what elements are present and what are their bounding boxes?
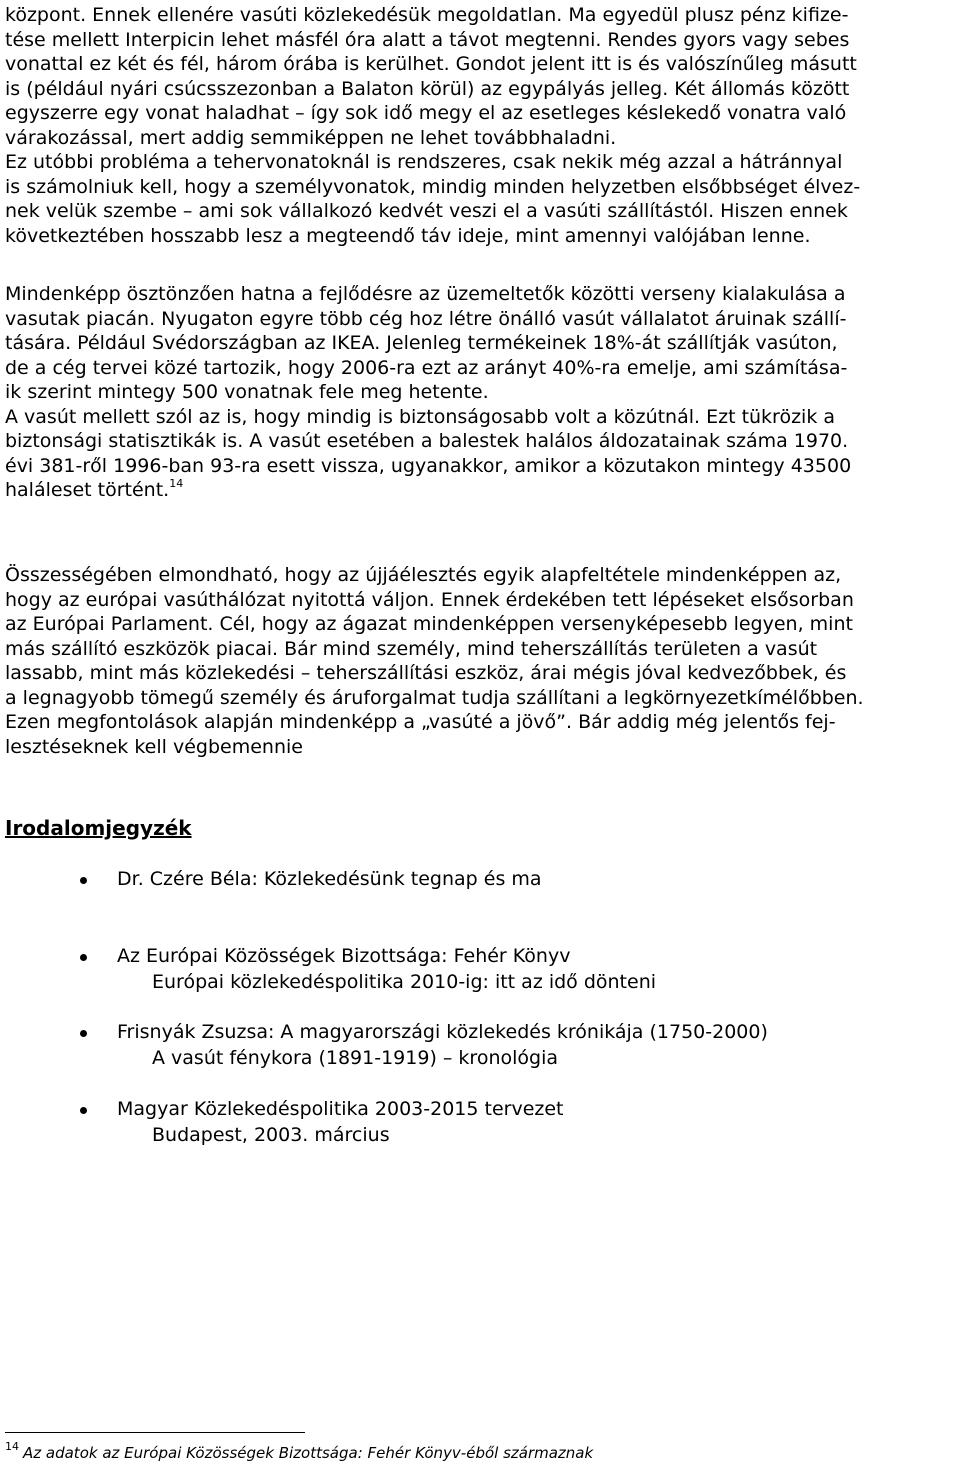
text-line: is (például nyári csúcsszezonban a Balaton körül) az egypályás jelleg. Két állomás között xyxy=(5,77,850,100)
bullet-icon xyxy=(80,954,87,961)
text-line: nek velük szembe – ami sok vállalkozó kedvét veszi el a vasúti szállítástól. Hiszen ennek xyxy=(5,200,848,222)
paragraph-2 xyxy=(5,282,955,506)
footnote-text: Az adatok az Európai Közösségek Bizottsága: Fehér Könyv-éből származnak xyxy=(23,1444,594,1462)
bullet-icon xyxy=(80,877,87,884)
text-line: Összességében elmondható, hogy az újjáélesztés egyik alapfeltétele mindenképpen az, xyxy=(5,564,842,586)
bullet-icon xyxy=(80,1030,87,1037)
bibliography-item-title: Dr. Czére Béla: Közlekedésünk tegnap és ma xyxy=(117,868,542,890)
text-line-content: haláleset történt. xyxy=(5,479,170,501)
text-line: hogy az európai vasúthálózat nyitottá váljon. Ennek érdekében tett lépéseket elsősorban xyxy=(5,588,854,611)
bibliography-item-subtitle: Európai közlekedéspolitika 2010-ig: itt az idő dönteni xyxy=(152,970,657,993)
bibliography-heading: Irodalomjegyzék xyxy=(5,816,192,840)
text-line: tására. Például Svédországban az IKEA. Jelenleg termékeinek 18%-át szállítják vasúton, xyxy=(5,332,838,354)
text-line: következtében hosszabb lesz a megteendő táv ideje, mint amennyi valójában lenne. xyxy=(5,224,811,247)
text-line: Ezen megfontolások alapján mindenképp a „vasúté a jövő”. Bár addig még jelentős fej- xyxy=(5,711,836,733)
footnote-number: 14 xyxy=(5,1440,19,1453)
bullet-icon xyxy=(80,1107,87,1114)
paragraph-3 xyxy=(5,563,955,759)
text-line: más szállító eszközök piacai. Bár mind személy, mind teherszállítás területen a vasút xyxy=(5,637,818,660)
text-line: A vasút mellett szól az is, hogy mindig is biztonságosabb volt a közútnál. Ezt tükrözik a xyxy=(5,405,836,428)
text-line: is számolniuk kell, hogy a személyvonatok, mindig minden helyzetben elsőbbséget élvez- xyxy=(5,175,861,198)
bibliography-item-title: Frisnyák Zsuzsa: A magyarországi közlekedés krónikája (1750-2000) xyxy=(117,1021,768,1043)
text-line xyxy=(5,478,955,506)
text-line: Ez utóbbi probléma a tehervonatoknál is rendszeres, csak nekik még azzal a hátránnyal xyxy=(5,151,843,173)
text-line: évi 381-ről 1996-ban 93-ra esett vissza, ugyanakkor, amikor a közutakon mintegy 43500 xyxy=(5,454,852,477)
text-line: az Európai Parlament. Cél, hogy az ágazat mindenképpen versenyképesebb legyen, mint xyxy=(5,613,853,635)
text-line: ik szerint mintegy 500 vonatnak fele meg hetente. xyxy=(5,381,489,403)
footnote-reference[interactable]: 14 xyxy=(169,477,184,490)
footnote xyxy=(5,1440,594,1462)
text-line: tése mellett Interpicin lehet másfél óra alatt a távot megtenni. Rendes gyors vagy sebes xyxy=(5,28,850,51)
bibliography-item-title: Az Európai Közösségek Bizottsága: Fehér Könyv xyxy=(117,945,571,967)
text-line: Mindenképp ösztönzően hatna a fejlődésre az üzemeltetők közötti verseny kialakulása a xyxy=(5,283,846,305)
text-line: biztonsági statisztikák is. A vasút esetében a balestek halálos áldozatainak száma 1970. xyxy=(5,430,849,452)
text-line: lassabb, mint más közlekedési – teherszállítási eszköz, árai mégis jóval kedvezőbbek, és xyxy=(5,662,847,684)
text-line: várakozással, mert addig semmiképpen ne lehet továbbhaladni. xyxy=(5,126,617,149)
text-line: lesztéseknek kell végbemennie xyxy=(5,735,303,758)
footnote-divider xyxy=(5,1432,305,1433)
text-line: egyszerre egy vonat haladhat – így sok idő megy el az esetleges késlekedő vonatra való xyxy=(5,102,847,124)
bibliography-item-subtitle: Budapest, 2003. március xyxy=(152,1123,390,1146)
bibliography-item-subtitle: A vasút fénykora (1891-1919) – kronológia xyxy=(152,1046,559,1069)
text-line: központ. Ennek ellenére vasúti közlekedésük megoldatlan. Ma egyedül plusz pénz kifize- xyxy=(5,4,849,26)
text-line: vonattal ez két és fél, három órába is kerülhet. Gondot jelent itt is és valószínűleg másutt xyxy=(5,53,857,75)
paragraph-1 xyxy=(5,3,955,248)
text-line: a legnagyobb tömegű személy és áruforgalmat tudja szállítani a legkörnyezetkímélőbben. xyxy=(5,686,864,709)
text-line: vasutak piacán. Nyugaton egyre több cég hoz létre önálló vasút vállalatot áruinak szállí- xyxy=(5,307,847,330)
bibliography-item-title: Magyar Közlekedéspolitika 2003-2015 tervezet xyxy=(117,1098,564,1120)
text-line: de a cég tervei közé tartozik, hogy 2006-ra ezt az arányt 40%-ra emelje, ami számítása- xyxy=(5,356,848,379)
